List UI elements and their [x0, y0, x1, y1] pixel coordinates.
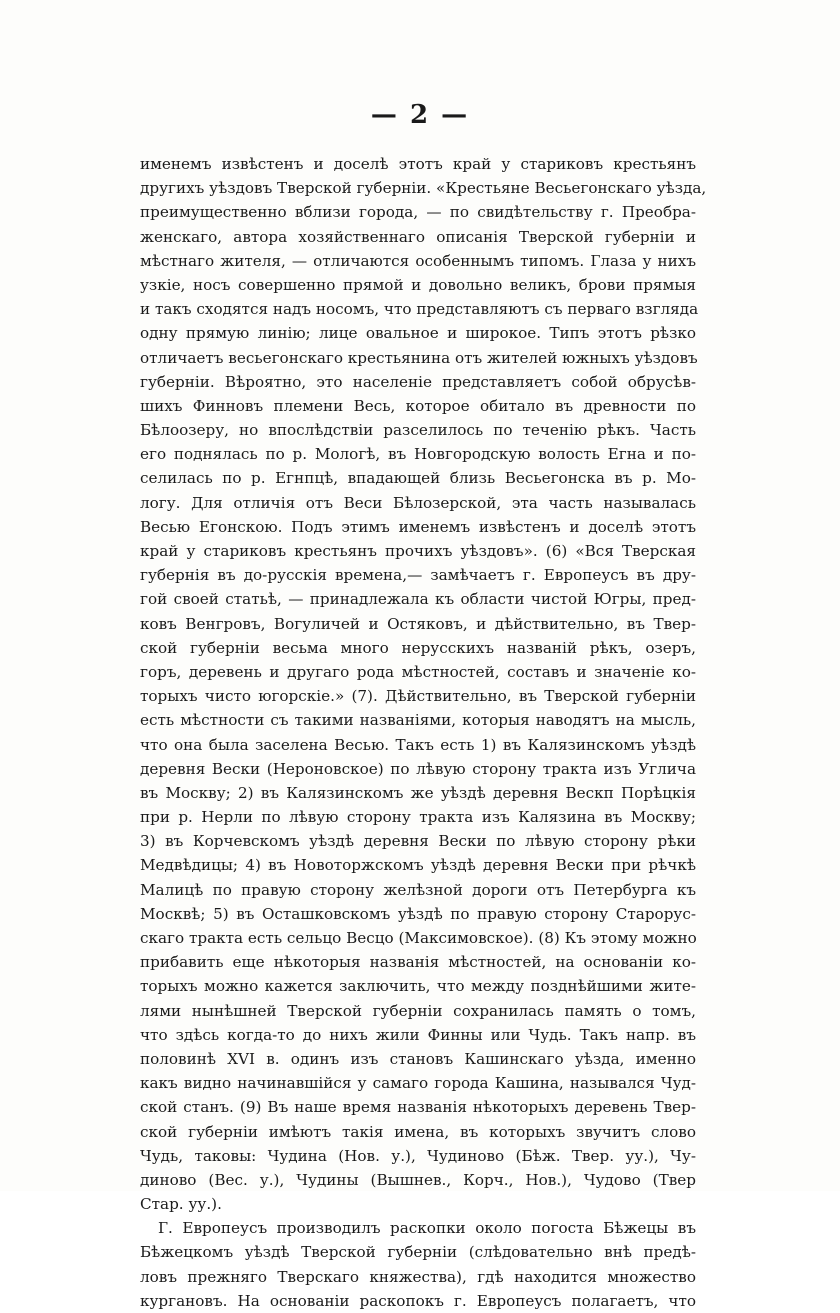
- text-line: губерніи. Вѣроятно, это населеніе представляетъ собой обрусѣв-: [140, 372, 696, 391]
- text-line: ской губерніи имѣютъ такія имена, въ которыхъ звучитъ слово: [140, 1122, 696, 1141]
- text-line: прибавить еще нѣкоторыя названія мѣстностей, на основаніи ко-: [140, 953, 696, 972]
- text-line: другихъ уѣздовъ Тверской губерніи. «Крестьяне Весьегонскаго уѣзда,: [140, 179, 707, 198]
- text-line: есть мѣстности съ такими названіями, которыя наводятъ на мысль,: [140, 711, 696, 730]
- text-line: гой своей статьѣ, — принадлежала къ области чистой Югры, пред-: [140, 590, 696, 609]
- text-line: Стар. уу.).: [140, 1195, 222, 1214]
- body-text: [140, 152, 707, 1313]
- text-line: Медвѣдицы; 4) въ Новоторжскомъ уѣздѣ деревня Вески при рѣчкѣ: [140, 856, 696, 875]
- text-line: деревня Вески (Нероновское) по лѣвую сторону тракта изъ Углича: [140, 759, 696, 778]
- text-line: лями нынѣшней Тверской губерніи сохранилась память о томъ,: [140, 1001, 696, 1020]
- text-line: какъ видно начинавшійся у самаго города Кашина, назывался Чуд-: [140, 1074, 696, 1093]
- text-line: логу. Для отличія отъ Веси Бѣлозерской, эта часть называлась: [140, 493, 696, 512]
- text-line: при р. Нерли по лѣвую сторону тракта изъ Калязина въ Москву;: [140, 808, 696, 827]
- text-line: ловъ прежняго Тверскаго княжества), гдѣ находится множество: [140, 1267, 696, 1286]
- text-line: одну прямую линію; лице овальное и широкое. Типъ этотъ рѣзко: [140, 324, 696, 343]
- text-line: шихъ Финновъ племени Весь, которое обитало въ древности по: [140, 396, 696, 415]
- text-line: мѣстнаго жителя, — отличаются особеннымъ типомъ. Глаза у нихъ: [140, 251, 696, 270]
- text-line: Г. Европеусъ производилъ раскопки около погоста Бѣжецы въ: [158, 1219, 696, 1238]
- text-line: и такъ сходятся надъ носомъ, что представляютъ съ перваго взгляда: [140, 300, 699, 319]
- text-line: Весью Егонскою. Подъ этимъ именемъ извѣстенъ и доселѣ этотъ: [140, 517, 696, 536]
- text-line: ской губерніи весьма много нерусскихъ названій рѣкъ, озеръ,: [140, 638, 696, 657]
- text-line: диново (Вес. у.), Чудины (Вышнев., Корч., Нов.), Чудово (Твер: [140, 1170, 696, 1189]
- text-line: Малицѣ по правую сторону желѣзной дороги отъ Петербурга къ: [140, 880, 696, 899]
- text-line: преимущественно вблизи города, — по свидѣтельству г. Преобра-: [140, 203, 696, 222]
- text-line: ской станъ. (9) Въ наше время названія нѣкоторыхъ деревень Твер-: [140, 1098, 696, 1117]
- text-line: половинѣ XVI в. одинъ изъ становъ Кашинскаго уѣзда, именно: [140, 1049, 696, 1068]
- text-line: женскаго, автора хозяйственнаго описанія Тверской губерніи и: [140, 227, 696, 246]
- text-line: Бѣжецкомъ уѣздѣ Тверской губерніи (слѣдовательно внѣ предѣ-: [140, 1243, 696, 1262]
- text-line: Бѣлоозеру, но впослѣдствіи разселилось по теченію рѣкъ. Часть: [140, 421, 696, 440]
- text-line: торыхъ чисто югорскіе.» (7). Дѣйствительно, въ Тверской губерніи: [140, 687, 696, 706]
- text-line: 3) въ Корчевскомъ уѣздѣ деревня Вески по лѣвую сторону рѣки: [140, 832, 696, 851]
- text-line: кургановъ. На основаніи раскопокъ г. Европеусъ полагаетъ, что: [140, 1291, 696, 1310]
- text-line: отличаетъ весьегонскаго крестьянина отъ жителей южныхъ уѣздовъ: [140, 348, 698, 367]
- text-line: край у стариковъ крестьянъ прочихъ уѣздовъ». (6) «Вся Тверская: [140, 542, 696, 560]
- text-line: что она была заселена Весью. Такъ есть 1) въ Калязинскомъ уѣздѣ: [140, 735, 696, 754]
- text-line: горъ, деревень и другаго рода мѣстностей, составъ и значеніе ко-: [140, 662, 696, 681]
- text-line: что здѣсь когда-то до нихъ жили Финны или Чудь. Такъ напр. въ: [140, 1025, 696, 1044]
- text-line: скаго тракта есть сельцо Весцо (Максимовское). (8) Къ этому можно: [140, 929, 697, 947]
- text-line: его поднялась по р. Мологѣ, въ Новгородскую волость Егна и по-: [140, 445, 696, 464]
- text-line: Москвѣ; 5) въ Осташковскомъ уѣздѣ по правую сторону Старорус-: [140, 904, 696, 923]
- text-line: торыхъ можно кажется заключить, что между позднѣйшими жите-: [140, 977, 696, 996]
- text-line: узкіе, носъ совершенно прямой и довольно великъ, брови прямыя: [140, 275, 696, 294]
- text-line: селилась по р. Егнпцѣ, впадающей близь Весьегонска въ р. Мо-: [140, 469, 696, 488]
- page-number: — 2 —: [370, 100, 470, 130]
- text-line: ковъ Венгровъ, Вогуличей и Остяковъ, и дѣйствительно, въ Твер-: [140, 614, 696, 633]
- text-line: Чудь, таковы: Чудина (Нов. у.), Чудиново (Бѣж. Твер. уу.), Чу-: [140, 1146, 696, 1165]
- text-line: въ Москву; 2) въ Калязинскомъ же уѣздѣ деревня Вескп Порѣцкія: [140, 783, 696, 802]
- text-line: губернія въ до-русскія времена,— замѣчаетъ г. Европеусъ въ дру-: [140, 566, 696, 585]
- text-line: именемъ извѣстенъ и доселѣ этотъ край у стариковъ крестьянъ: [140, 155, 696, 173]
